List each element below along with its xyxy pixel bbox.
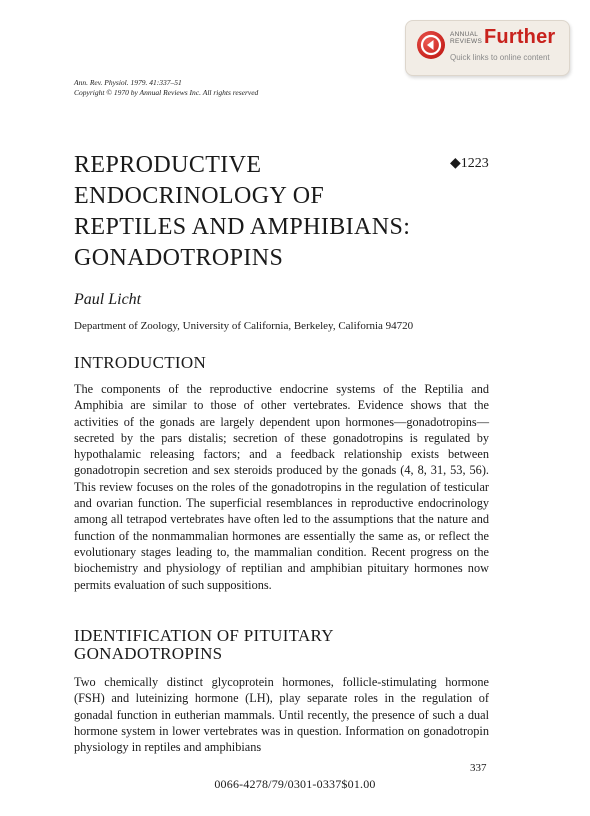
journal-citation (74, 78, 258, 98)
introduction-paragraph: The components of the reproductive endocrine systems of the Reptilia and Amphibia are similar to those of other vertebrates. Evidence shows that the activities of the gonads are largely dependent upon hormones—gonadotropins—secreted by the pars distalis; secretion of these gonadotropins is regulated by hypothalamic releasing factors; and a feedback relationship exists between gonadotropin secretion and sex steroids produced by the gonads (4, 8, 31, 53, 56). This review focuses on the roles of the gonadotropins in the regulation of testicular and ovarian function. The superficial resemblances in reproductive endocrinology among all tetrapod vertebrates have often led to the assumptions that the nature and function of the nonmammalian hormones are essentially the same as, or reflect the evolutionary stages leading to, the mammalian condition. Recent progress on the biochemistry and physiology of reptilian and amphibian pituitary hormones now permits evaluation of such suppositions. (74, 382, 489, 592)
footer-code: 0066-4278/79/0301-0337$01.00 (214, 777, 376, 791)
play-circle-icon (417, 31, 445, 59)
further-brand: Further (484, 26, 556, 48)
author-name: Paul Licht (74, 291, 142, 308)
article-title: REPRODUCTIVE ENDOCRINOLOGY OF REPTILES AND AMPHIBIANS: GONADOTROPINS (74, 152, 411, 271)
publisher-logo-text: ANNUAL REVIEWS (450, 31, 483, 45)
citation-line: Ann. Rev. Physiol. 1979. 41:337–51 (74, 78, 182, 87)
badge-tagline: Quick links to online content (450, 53, 550, 62)
page-number: 337 (470, 762, 487, 774)
author-affiliation: Department of Zoology, University of California, Berkeley, California 94720 (74, 320, 414, 332)
copyright-line: Copyright © 1970 by Annual Reviews Inc. All rights reserved (74, 88, 259, 97)
section-heading-introduction: INTRODUCTION (74, 353, 207, 372)
chapter-mark: ◆1223 (450, 156, 489, 171)
annual-reviews-further-badge[interactable] (405, 20, 570, 76)
identification-paragraph: Two chemically distinct glycoprotein hormones, follicle-stimulating hormone (FSH) and luteinizing hormone (LH), play separate roles in the regulation of gonadal function in eutherian mammals. Until recently, the presence of such a dual hormone system in lower vertebrates was in question. Information on gonadotropin physiology in reptiles and amphibians (74, 675, 489, 755)
section-heading-identification: IDENTIFICATION OF PITUITARY GONADOTROPINS (74, 626, 334, 663)
